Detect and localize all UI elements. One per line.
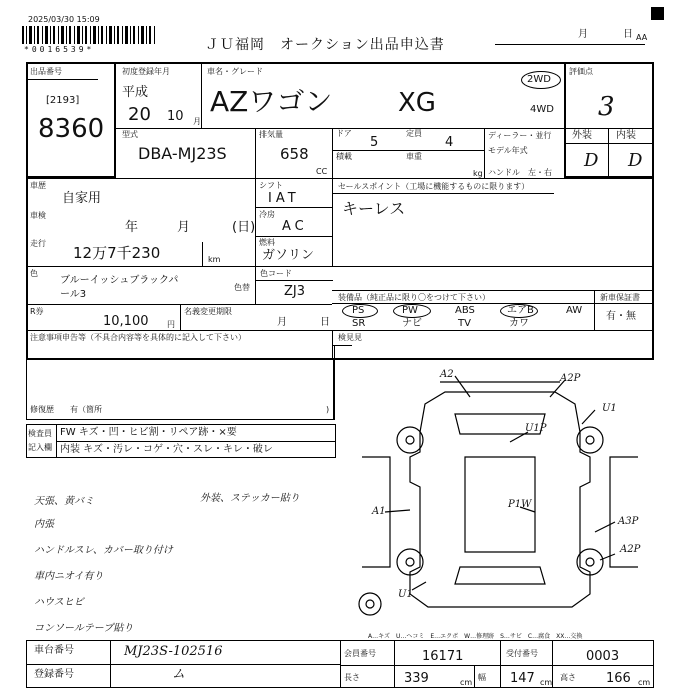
shift-label: シフト	[259, 181, 283, 190]
color-code: ZJ3	[284, 284, 306, 299]
inspection-month: 月	[177, 220, 191, 235]
handwritten-note-3: 内張	[34, 519, 54, 530]
fuel: ガソリン	[262, 248, 315, 263]
capacity: 4	[445, 135, 454, 150]
corner-mark	[651, 7, 664, 20]
reg-label: 登録番号	[34, 669, 74, 680]
new-car-label: 新車保証書	[600, 293, 640, 302]
shift: IAT	[268, 191, 300, 206]
width-unit: cm	[540, 678, 553, 687]
timestamp: 2025/03/30 15:09	[28, 15, 100, 24]
displacement: 658	[280, 145, 309, 163]
evaluation-label: 評価点	[569, 67, 593, 76]
mileage-label: 走行	[30, 239, 46, 248]
sales-point: キーレス	[342, 199, 406, 218]
day-label: 日	[623, 29, 633, 40]
recycle-label: R券	[30, 307, 44, 316]
reg-month: 10	[167, 109, 184, 124]
mileage: 12万7千230	[73, 244, 161, 262]
displacement-label: 排気量	[259, 130, 283, 139]
doors: 5	[370, 135, 379, 150]
fuel-label: 燃料	[259, 238, 275, 247]
weight-label: 車重	[406, 152, 422, 161]
color-code-label: 色コード	[260, 269, 292, 278]
recycle-amount: 10,100	[103, 314, 149, 329]
deadline-month: 月	[277, 317, 287, 328]
vehicle-name: AZワゴン	[210, 85, 333, 118]
width: 147	[510, 671, 535, 686]
kg-unit: kg	[473, 169, 483, 178]
capacity-label: 定員	[406, 129, 422, 138]
vehicle-grade: XG	[398, 88, 436, 118]
repair-label: 修復歴	[30, 405, 54, 414]
barcode-text: *0016539*	[24, 45, 95, 54]
dealer-label: ディーラー・並行	[488, 131, 552, 140]
model: DBA-MJ23S	[138, 144, 227, 163]
handwritten-note-4: ハンドルスレ、カバー取り付け	[34, 545, 173, 556]
inspector-row-1: FW キズ・凹・ヒビ割・リペア跡・×要	[60, 427, 237, 438]
ac: AC	[282, 219, 308, 234]
reg-year: 20	[128, 104, 151, 125]
equip-navi: ナビ	[402, 318, 422, 329]
ampm: AA	[636, 33, 648, 42]
inspection-day: (日)	[232, 220, 256, 235]
registration-label: 初度登録年月	[122, 67, 170, 76]
equip-airbag: エアB	[507, 305, 534, 316]
equip-sr: SR	[352, 318, 366, 329]
receipt-number: 0003	[586, 649, 620, 664]
color-change-label: 色替	[234, 283, 250, 292]
length: 339	[404, 671, 429, 686]
chassis-label: 車台番号	[34, 645, 74, 656]
equip-tv: TV	[458, 318, 471, 329]
handwritten-note-2: 外装、ステッカー貼り	[200, 493, 300, 504]
cc-unit: CC	[316, 167, 328, 176]
color-line2: ール3	[60, 289, 87, 300]
sales-point-label: セールスポイント（工場に機能するものに限ります）	[338, 182, 530, 191]
handwritten-note-7: コンソールテープ貼り	[34, 623, 134, 634]
deadline-day: 日	[320, 317, 330, 328]
reg-value: ム	[172, 667, 186, 682]
equip-leather: カワ	[509, 318, 529, 329]
drive-4wd: 4WD	[530, 104, 554, 115]
mark-u1-bottom: U1	[398, 589, 413, 600]
mark-u1p: U1P	[525, 423, 547, 434]
length-unit: cm	[460, 678, 473, 687]
km-unit: km	[208, 255, 221, 264]
mark-p1w: P1W	[508, 499, 532, 510]
drive-2wd: 2WD	[527, 74, 551, 85]
era: 平成	[122, 85, 149, 100]
lot-sub-number: [2193]	[46, 95, 80, 106]
repair-close-paren: )	[326, 405, 330, 414]
height: 166	[606, 671, 631, 686]
notes-label: 注意事項申告等（不具合内容等を具体的に記入して下さい）	[30, 333, 246, 342]
height-unit: cm	[638, 678, 651, 687]
handwritten-note-5: 車内ニオイ有り	[34, 571, 104, 582]
usage-label: 車歴	[30, 181, 46, 190]
color-label: 色	[30, 269, 38, 278]
repair-value: 有（箇所	[70, 405, 102, 414]
month-label: 月	[578, 29, 588, 40]
new-car-value: 有・無	[606, 311, 636, 322]
equip-ps: PS	[352, 305, 365, 316]
chassis-number: MJ23S-102516	[124, 644, 223, 659]
mark-a2p-top: A2P	[560, 373, 581, 384]
lot-label: 出品番号	[30, 67, 62, 76]
inspector-label-2: 記入欄	[28, 443, 52, 452]
ac-label: 冷房	[259, 210, 275, 219]
lot-number: 8360	[38, 114, 105, 144]
doors-label: ドア	[336, 129, 352, 138]
barcode	[20, 25, 160, 45]
interior-label: 内装	[616, 130, 636, 141]
member-label: 会員番号	[344, 649, 376, 658]
equip-pw: PW	[402, 305, 418, 316]
handwritten-note-6: ハウスヒビ	[34, 597, 84, 608]
length-label: 長さ	[344, 673, 360, 682]
inspection-year: 年	[125, 220, 139, 235]
mark-a2p: A2P	[620, 544, 641, 555]
exterior-grade: D	[584, 150, 599, 171]
handwritten-note-1: 天張、黄バミ	[34, 496, 94, 507]
interior-grade: D	[628, 150, 643, 171]
form-title: ＪＵ福岡 オークション出品申込書	[205, 37, 445, 53]
model-year-label: モデル年式	[488, 146, 528, 155]
vehicle-name-label: 車名・グレード	[207, 67, 263, 76]
equip-aw: AW	[566, 305, 583, 316]
mark-a2: A2	[440, 369, 454, 380]
member-number: 16171	[422, 649, 464, 664]
evaluation-score: 3	[598, 92, 615, 122]
seen-label: 検見見	[338, 333, 362, 342]
reg-month-unit: 月	[193, 117, 201, 126]
equip-abs: ABS	[455, 305, 475, 316]
width-label: 幅	[478, 673, 486, 682]
mark-a3p: A3P	[618, 516, 639, 527]
handle-label: ハンドル 左・右	[488, 168, 552, 177]
recycle-unit: 円	[167, 320, 175, 329]
color-line1: ブルーイッシュブラックパ	[60, 275, 179, 286]
usage-value: 自家用	[62, 191, 102, 206]
mark-u1: U1	[602, 403, 617, 414]
receipt-label: 受付番号	[506, 649, 538, 658]
mark-a1: A1	[372, 506, 386, 517]
height-label: 高さ	[560, 673, 576, 682]
exterior-label: 外装	[572, 130, 592, 141]
inspector-row-2: 内装 キズ・汚レ・コゲ・穴・スレ・キレ・破レ	[60, 444, 273, 455]
equipment-label: 装備品（純正品に限り〇をつけて下さい）	[338, 293, 490, 302]
model-label: 型式	[122, 130, 138, 139]
inspector-label-1: 検査員	[28, 429, 52, 438]
deadline-label: 名義変更期限	[184, 307, 232, 316]
load-label: 積載	[336, 152, 352, 161]
diagram-legend: A…キズ U…ヘコミ E…エクボ W…修理跡 S…サビ C…腐食 XX…交換	[368, 633, 583, 640]
inspection-label: 車検	[30, 211, 46, 220]
